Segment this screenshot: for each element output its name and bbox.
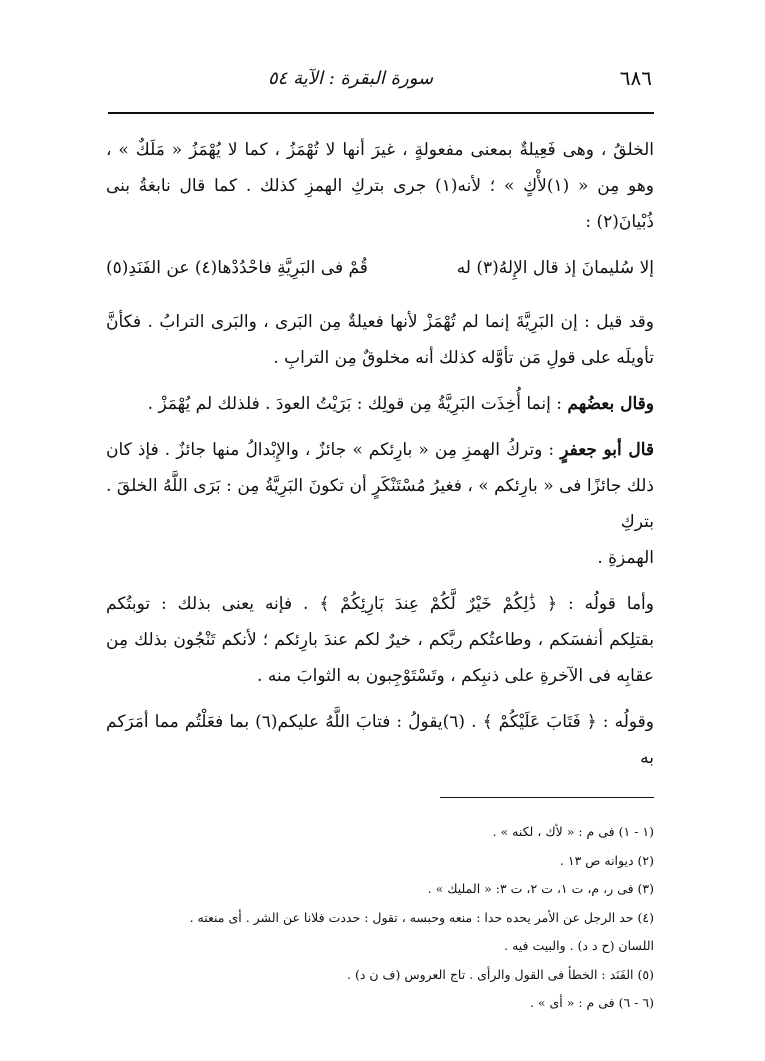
- footnote-separator: [440, 797, 654, 798]
- text-line: وأما قولُه : ﴿ ذَٰلِكُمْ خَيْرٌ لَّكُمْ عِندَ بَارِئِكُمْ ﴾ . فإنه يعنى بذلك : توبتُكم: [106, 594, 654, 614]
- paragraph-2: [106, 304, 654, 376]
- text-line: تأويلَه على قولِ مَن تأوَّله كذلك أنه مخلوقٌ مِن الترابِ .: [273, 348, 654, 368]
- text-line: [106, 386, 654, 422]
- text-line: وهو مِن « (١)لأْكٍ » ؛ لأنه(١) جرى بتركِ الهمزِ كذلك . كما قال نابغةُ بنى: [106, 176, 655, 196]
- footnote: (٦ - ٦) فى م : « أى » .: [529, 995, 654, 1010]
- footnote: (٣) فى ر، م، ت ١، ت ٢، ت ٣: « المليك » .: [427, 881, 654, 896]
- poetry-verse: [106, 250, 654, 286]
- footnote: (١ - ١) فى م : « لأك ، لكنه » .: [492, 824, 654, 839]
- footnote: (٥) الفَنَد : الخطأ فى القول والرأى . تاج العروس (ف ن د) .: [347, 966, 654, 982]
- paragraph-1: [106, 132, 654, 240]
- header-rule: [108, 112, 654, 114]
- page-header: [108, 64, 654, 94]
- footnotes: [106, 818, 654, 1018]
- footnote: (٤) حد الرجل عن الأمر يحده حدا : منعه وحبسه ، تقول : حددت فلانا عن الشر . أى منعته .: [189, 909, 654, 925]
- verse-second-hemistich: قُمْ فى البَرِيَّةِ فاحْدُدْها(٤) عن الفَنَدِ(٥): [106, 258, 368, 278]
- text-line: الخلقُ ، وهى فَعِيلةٌ بمعنى مفعولةٍ ، غيرَ أنها لا تُهْمَزُ ، كما لا يُهْمَزُ « مَلَكٌ » ،: [106, 140, 654, 160]
- speaker-label: وقال بعضُهم: [567, 394, 654, 414]
- text-line: وقولُه : ﴿ فَتَابَ عَلَيْكُمْ ﴾ . (٦)يقولُ : فتابَ اللَّهُ عليكم(٦) بما فعَلْتُم مما أمَرَكم به: [106, 712, 654, 768]
- speaker-label: قال أبو جعفرٍ: [560, 440, 655, 460]
- text-line: ذُبْيانَ(٢) :: [585, 212, 654, 232]
- paragraph-5: [106, 586, 654, 694]
- main-text: [106, 132, 654, 786]
- footnote: اللسان (ح د د) . والبيت فيه .: [504, 938, 654, 953]
- paragraph-4: [106, 432, 654, 576]
- text-run: : إنما أُخِذَت البَرِيَّةُ مِن قولِك : بَرَيْتُ العودَ . فلذلك لم يُهْمَزْ .: [147, 394, 568, 414]
- running-head: سورة البقرة : الآية ٥٤: [268, 68, 434, 89]
- text-line: ذلك جائزًا فى « بارِئكم » ، فغيرُ مُسْتَنْكَرٍ أن تكونَ البَرِيَّةُ مِن : بَرَى اللَّهُ الخلقَ . بتركِ: [106, 476, 654, 532]
- verse-first-hemistich: إلا سُليمانَ إذ قال الإِلهُ(٣) له: [456, 258, 654, 278]
- page-number: ٦٨٦: [619, 66, 652, 90]
- text-line: عقابِه فى الآخرةِ على ذنبِكم ، وتَسْتَوْجِبون به الثوابَ منه .: [257, 666, 654, 686]
- paragraph-6: [106, 704, 654, 776]
- text-line: بقتلِكم أنفسَكم ، وطاعتُكم ربَّكم ، خيرٌ لكم عندَ بارِئكم ؛ لأنكم تَنْجُون بذلك مِن: [106, 630, 654, 650]
- text-line: [106, 432, 654, 468]
- text-line: وقد قيل : إن البَرِيَّةَ إنما لم تُهْمَزْ لأنها فعيلةٌ مِن البَرى ، والبَرى الترابُ . فكأنَّ: [106, 312, 654, 332]
- footnote: (٢) ديوانه ص ١٣ .: [559, 852, 654, 868]
- paragraph-3: [106, 386, 654, 422]
- text-line: الهمزةِ .: [597, 548, 654, 568]
- text-run: : وتركُ الهمزِ مِن « بارِئكم » جائزٌ ، والإِبْدالُ منها جائزٌ . فإذ كان: [106, 440, 561, 460]
